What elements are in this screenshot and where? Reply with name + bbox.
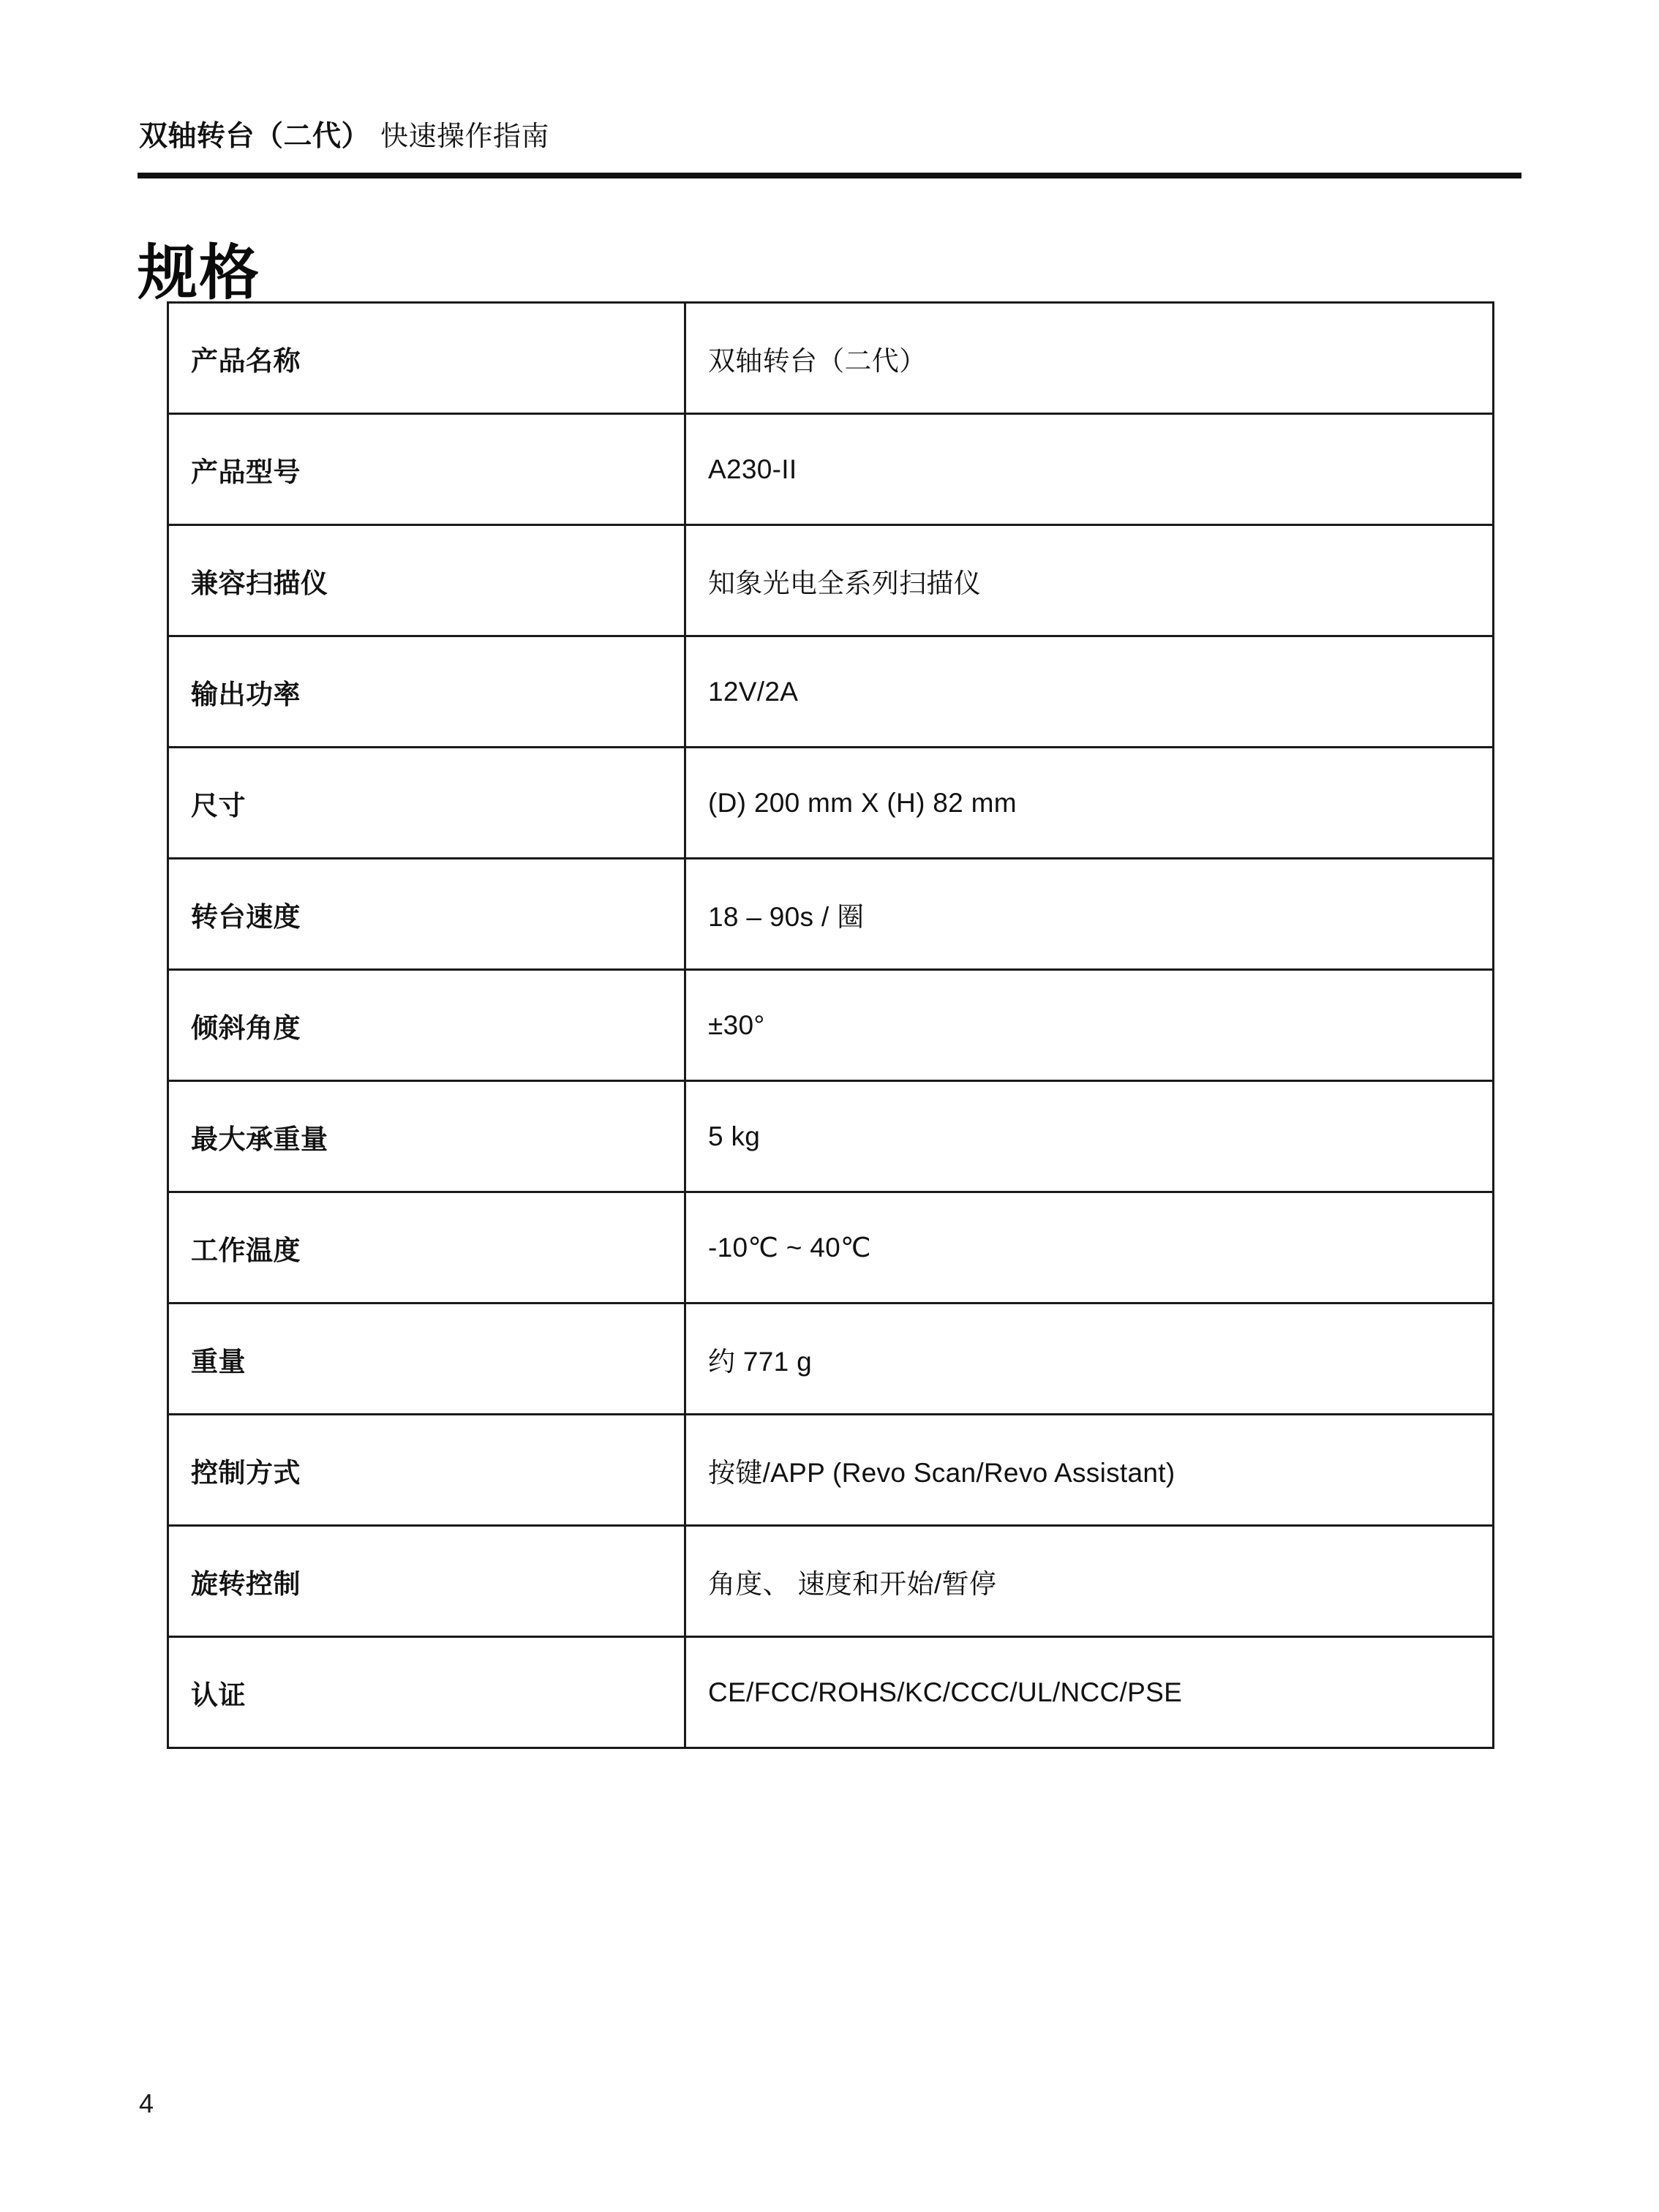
spec-label: 重量 [168, 1304, 685, 1415]
table-row [168, 859, 1494, 970]
table-row [168, 1415, 1494, 1526]
spec-value: 18 – 90s / 圈 [685, 859, 1494, 970]
header-rule-divider [138, 173, 1521, 178]
spec-value: 角度、 速度和开始/暂停 [685, 1526, 1494, 1637]
specifications-table [167, 301, 1494, 1749]
spec-label: 认证 [168, 1637, 685, 1748]
spec-value: 知象光电全系列扫描仪 [685, 525, 1494, 636]
spec-label: 最大承重量 [168, 1081, 685, 1192]
table-row [168, 1304, 1494, 1415]
spec-value: ±30° [685, 970, 1494, 1081]
table-row [168, 748, 1494, 859]
spec-value: 按键/APP (Revo Scan/Revo Assistant) [685, 1415, 1494, 1526]
spec-value: -10℃ ~ 40℃ [685, 1192, 1494, 1304]
spec-label: 产品型号 [168, 414, 685, 525]
spec-label: 旋转控制 [168, 1526, 685, 1637]
spec-label: 输出功率 [168, 636, 685, 748]
spec-label: 控制方式 [168, 1415, 685, 1526]
spec-value: CE/FCC/ROHS/KC/CCC/UL/NCC/PSE [685, 1637, 1494, 1748]
running-header [139, 113, 1521, 154]
running-header-product: 双轴转台（二代） [139, 121, 371, 152]
spec-value: 双轴转台（二代） [685, 303, 1494, 414]
spec-value: 12V/2A [685, 636, 1494, 748]
table-row [168, 525, 1494, 636]
spec-value: 5 kg [685, 1081, 1494, 1192]
spec-label: 产品名称 [168, 303, 685, 414]
table-row [168, 414, 1494, 525]
table-row [168, 970, 1494, 1081]
spec-label: 尺寸 [168, 748, 685, 859]
spec-value: (D) 200 mm X (H) 82 mm [685, 748, 1494, 859]
spec-label: 转台速度 [168, 859, 685, 970]
spec-label: 兼容扫描仪 [168, 525, 685, 636]
table-row [168, 303, 1494, 414]
table-row [168, 636, 1494, 748]
spec-value: 约 771 g [685, 1304, 1494, 1415]
table-row [168, 1637, 1494, 1748]
page-number: 4 [139, 2088, 154, 2118]
table-row [168, 1526, 1494, 1637]
spec-label: 倾斜角度 [168, 970, 685, 1081]
table-row [168, 1192, 1494, 1304]
table-row [168, 1081, 1494, 1192]
running-header-subtitle: 快速操作指南 [380, 121, 550, 152]
page-title: 规格 [138, 239, 261, 306]
spec-value: A230-II [685, 414, 1494, 525]
specifications-table-body [168, 303, 1494, 1748]
spec-label: 工作温度 [168, 1192, 685, 1304]
